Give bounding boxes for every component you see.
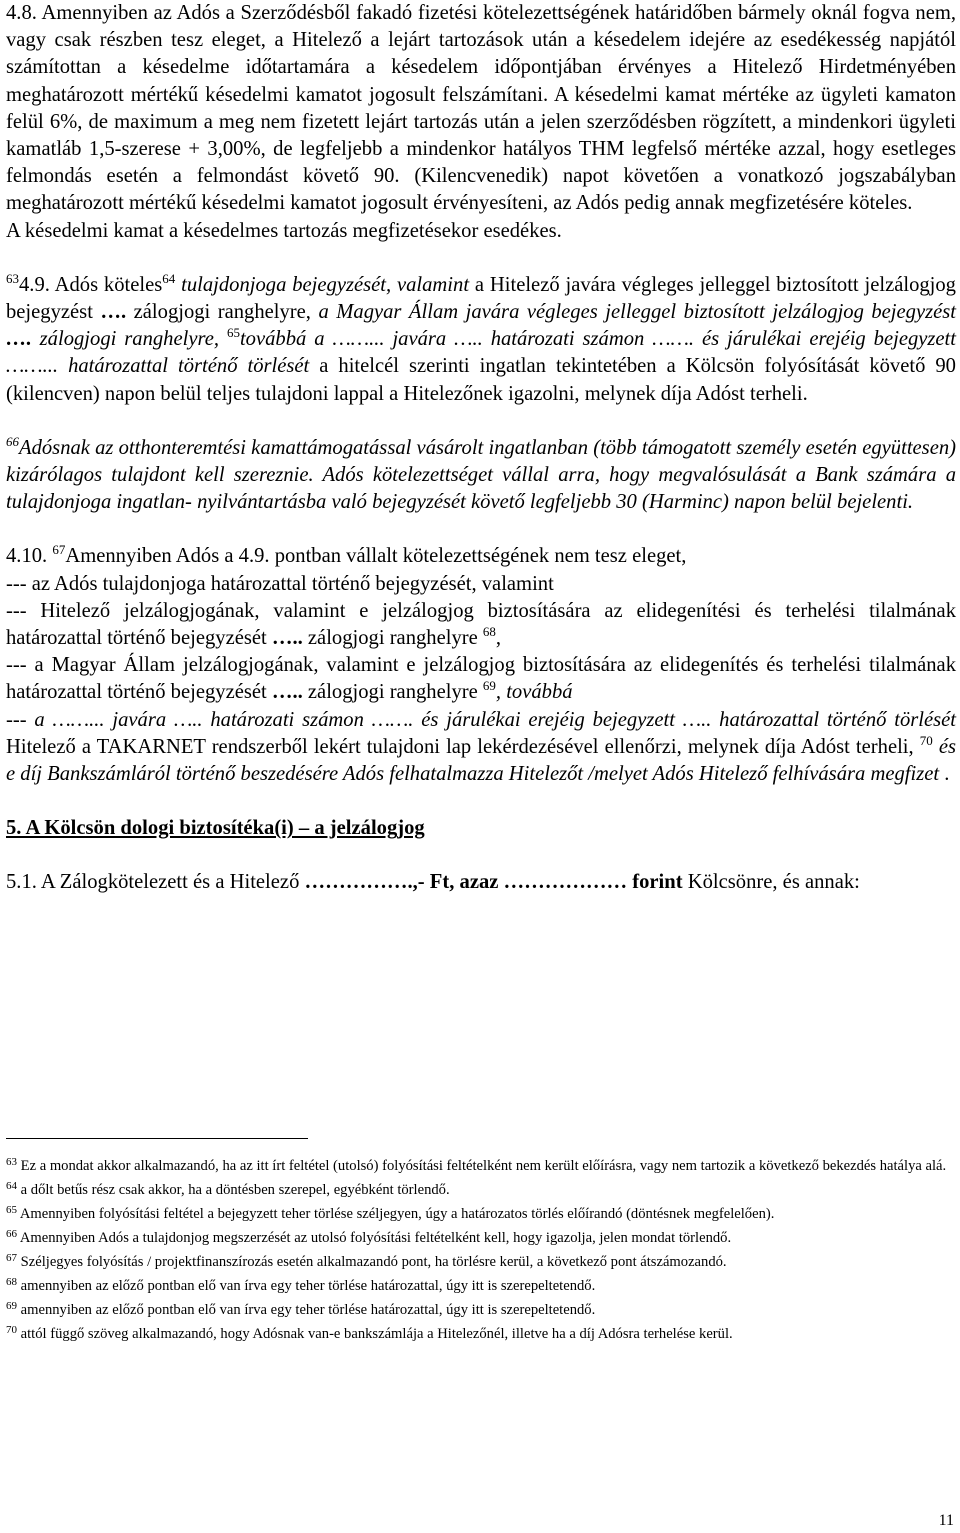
paragraph-4-10-item-4-text: Hitelező a TAKARNET rendszerből lekért tulajdoni lap lekérdezésével ellenőrzi, melynek díja Adóst terheli, bbox=[6, 735, 920, 758]
page-number: 11 bbox=[938, 1512, 954, 1529]
paragraph-4-8-part1: 4.8. Amennyiben az Adós a Szerződésből fakadó fizetési kötelezettségének határidőben bármely oknál fogva nem, vagy csak részben tesz eleget, a Hitelező a lejárt tartozások után a késedelem idejére az esedékesség napjától számítottan a késedelme időtartamára a késedelem időpontjában érvényes a Hitelező Hirdetményében meghatározott mértékű késedelmi kamatot jogosult felszámítani. bbox=[6, 2, 956, 106]
paragraph-4-10-item-3-rank: zálogjogi ranghelyre bbox=[307, 681, 483, 704]
paragraph-4-10-item-3: --- a Magyar Állam jelzálogjogának, valamint e jelzálogjog biztosítására az elidegenítés és terhelési tilalmának határozattal történő bejegyzését bbox=[6, 654, 956, 704]
footnote-ref-66[interactable]: 66 bbox=[6, 433, 19, 449]
section-heading: 5. A Kölcsön dologi biztosítéka(i) – a jelzálogjog bbox=[6, 817, 425, 840]
paragraph-5-1-amount: …………….,- Ft, azaz ……………… forint bbox=[304, 871, 683, 894]
footnote-number: 64 bbox=[6, 1180, 17, 1192]
paragraph-4-9-italic-5: a Magyar Állam javára végleges jelleggel biztosított jelzálogjog bejegyzést bbox=[318, 301, 956, 324]
paragraph-4-8-line2: A késedelmi kamat a késedelmes tartozás megfizetésekor esedékes. bbox=[6, 219, 562, 242]
paragraph-4-10-item-4: --- a ……... javára ….. határozati számon ……. és járulékai erejéig bejegyzett ….. határozattal történő törlését bbox=[6, 708, 956, 731]
paragraph-4-9-text-4: zálogjogi ranghelyre, bbox=[133, 301, 319, 324]
footnote-63 bbox=[6, 1154, 956, 1178]
paragraph-4-10-intro: Amennyiben Adós a 4.9. pontban vállalt kötelezettségének nem tesz eleget, bbox=[65, 545, 687, 568]
footnote-text: Széljegyes folyósítás / projektfinanszírozás esetén alkalmazandó pont, ha törlésre kerül, a következő pont átszámozandó. bbox=[17, 1254, 727, 1270]
paragraph-4-8 bbox=[6, 0, 956, 245]
footnote-66 bbox=[6, 1226, 956, 1250]
footnote-ref-68[interactable]: 68 bbox=[482, 624, 496, 640]
paragraph-4-10-number: 4.10. bbox=[6, 545, 53, 568]
section-5-heading-line bbox=[6, 815, 956, 842]
footnote-ref-64[interactable]: 64 bbox=[162, 270, 176, 286]
paragraph-note-66 bbox=[6, 435, 956, 517]
paragraph-4-10-item-4-italic: és e díj Bankszámláról történő beszedésére Adós felhatalmazza Hitelezőt /melyet Adós Hitelező felhívására megfizet bbox=[6, 735, 956, 786]
footnote-text: amennyiben az előző pontban elő van írva egy teher törlése határozattal, úgy itt is szerepeltetendő. bbox=[17, 1278, 596, 1294]
footnote-ref-65[interactable]: 65 bbox=[226, 325, 240, 341]
paragraph-4-9-text-2: a Hitelező javára végleges jelleggel biztosított jelzálogjog bejegyzést bbox=[6, 273, 956, 324]
paragraph-5-1 bbox=[6, 869, 956, 896]
paragraph-4-10-item-1: --- az Adós tulajdonjoga határozattal történő bejegyzését, valamint bbox=[6, 572, 554, 595]
footnote-text: Amennyiben Adós a tulajdonjog megszerzését az utolsó folyósítási feltételként kell, hogy igazolja, jelen mondat törlendő. bbox=[17, 1230, 732, 1246]
footnote-number: 69 bbox=[6, 1300, 17, 1312]
paragraph-4-9-text-9: a hitelcél szerinti ingatlan tekintetében a Kölcsön folyósítását követő 90 (kilencven) napon belül teljes tulajdoni lappal a Hitelezőnek igazolni, melynek díja Adóst terheli. bbox=[6, 355, 956, 405]
paragraph-4-10-item-3-end: , továbbá bbox=[495, 681, 573, 704]
footnote-ref-67[interactable]: 67 bbox=[52, 542, 66, 558]
paragraph-4-10-item-3-dots: ….. bbox=[271, 681, 308, 704]
paragraph-4-9-italic-7: zálogjogi ranghelyre, bbox=[39, 328, 227, 351]
footnote-number: 70 bbox=[6, 1324, 17, 1336]
footnote-ref-69[interactable]: 69 bbox=[482, 678, 496, 694]
footnote-separator bbox=[6, 1138, 308, 1139]
paragraph-4-9 bbox=[6, 272, 956, 408]
footnote-number: 66 bbox=[6, 1228, 17, 1240]
footnote-text: Amennyiben folyósítási feltétel a bejegyzett teher törlése széljegyen, úgy a határozatos törlés előírandó (döntésnek megfelelően). bbox=[17, 1206, 775, 1222]
footnote-70 bbox=[6, 1322, 956, 1346]
footnote-number: 68 bbox=[6, 1276, 17, 1288]
paragraph-5-1-text: 5.1. A Zálogkötelezett és a Hitelező bbox=[6, 871, 305, 894]
paragraph-4-10-item-2: --- Hitelező jelzálogjogának, valamint e jelzálogjog biztosítására az elidegenítési és terhelési tilalmának határozattal történő bejegyzését bbox=[6, 599, 956, 650]
footnotes bbox=[6, 1154, 956, 1346]
footnote-68 bbox=[6, 1274, 956, 1298]
footnote-65 bbox=[6, 1202, 956, 1226]
footnote-number: 63 bbox=[6, 1156, 17, 1168]
footnote-text: a dőlt betűs rész csak akkor, ha a döntésben szerepel, egyébként törlendő. bbox=[17, 1182, 450, 1198]
paragraph-4-9-dots-2: …. bbox=[6, 328, 40, 351]
footnote-number: 67 bbox=[6, 1252, 17, 1264]
paragraph-4-8-part2: A késedelmi kamat mértéke az ügyleti kamaton felül 6%, de maximum a meg nem fizetett lejárt tartozás után a jelen szerződésben rögzített, a mindenkori ügyleti kamatláb 1,5-szerese + 3,00%, de legfeljebb a mindenkor hatályos THM legfelső mértéke azzal, hogy esetleges felmondás esetén a felmondást követő 90. (Kilencvenedik) napot követően a vonatkozó jogszabályban meghatározott mértékű késedelmi kamatot jogosult érvényesíteni, az Adós pedig annak megfizetésére köteles. bbox=[6, 83, 957, 215]
footnote-ref-70[interactable]: 70 bbox=[919, 732, 933, 748]
paragraph-4-9-italic-8: továbbá a ……... javára ….. határozati számon ……. és járulékai erejéig bejegyzett ……... határozattal történő törlését bbox=[6, 328, 956, 378]
paragraph-4-10-item-2-end: , bbox=[495, 627, 502, 650]
footnote-67 bbox=[6, 1250, 956, 1274]
footnote-69 bbox=[6, 1298, 956, 1322]
paragraph-note-66-text: Adósnak az otthonteremtési kamattámogatással vásárolt ingatlanban (több támogatott személy esetén együttesen) kizárólagos tulajdont kell szereznie. Adós kötelezettséget vállal arra, hogy megvalósulását a Bank számára a tulajdonjoga ingatlan- nyilvántartásba való bejegyzését követő legfeljebb 30 (Harminc) napon belül bejelenti. bbox=[6, 436, 956, 514]
paragraph-4-10 bbox=[6, 543, 956, 788]
paragraph-4-10-item-2-dots: ….. bbox=[271, 627, 308, 650]
paragraph-4-9-number: 4.9. Adós köteles bbox=[19, 273, 163, 296]
document-page bbox=[6, 0, 956, 897]
paragraph-4-10-item-2-rank: zálogjogi ranghelyre bbox=[307, 627, 483, 650]
footnote-64 bbox=[6, 1178, 956, 1202]
footnote-ref-63[interactable]: 63 bbox=[6, 270, 19, 286]
paragraph-4-9-dots-1: …. bbox=[92, 301, 134, 324]
paragraph-5-1-end: Kölcsönre, és annak: bbox=[682, 871, 860, 894]
footnote-text: Ez a mondat akkor alkalmazandó, ha az itt írt feltétel (utolsó) folyósítási feltételként nem került előírásra, vagy nem tartozik a következő bekezdés hatálya alá. bbox=[17, 1158, 947, 1174]
footnote-text: attól függő szöveg alkalmazandó, hogy Adósnak van-e bankszámlája a Hitelezőnél, illetve ha a díj Adósra terhelése kerül. bbox=[17, 1326, 733, 1342]
footnote-number: 65 bbox=[6, 1204, 17, 1216]
footnote-text: amennyiben az előző pontban elő van írva egy teher törlése határozattal, úgy itt is szerepeltetendő. bbox=[17, 1302, 596, 1318]
paragraph-4-10-item-4-end: . bbox=[939, 763, 950, 786]
paragraph-4-9-italic-1: tulajdonjoga bejegyzését, valamint bbox=[175, 273, 470, 296]
